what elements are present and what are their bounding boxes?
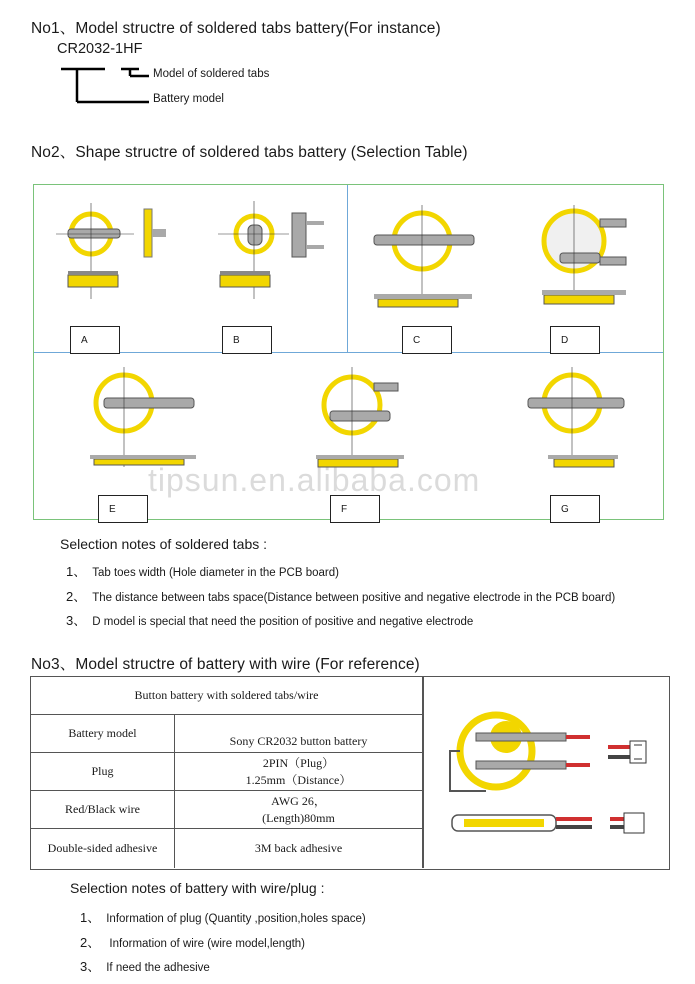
row-value-adhesive: 3M back adhesive: [175, 829, 423, 868]
model-label-b: B: [222, 326, 272, 354]
row-value-plug: 2PIN（Plug） 1.25mm（Distance）: [175, 753, 423, 791]
row-value-wire: AWG 26， (Length)80mm: [175, 791, 423, 829]
wire-notes-title: Selection notes of battery with wire/plug :: [70, 880, 325, 896]
label-battery-model: Battery model: [153, 93, 224, 105]
watermark-text: tipsun.en.alibaba.com: [148, 462, 481, 498]
wire-note-3: 3、 If need the adhesive: [80, 959, 210, 974]
tabs-notes-title: Selection notes of soldered tabs :: [60, 536, 268, 552]
model-breakdown-bracket: [55, 62, 155, 108]
model-g-drawing: [514, 363, 634, 473]
tabs-note-2: 2、 The distance between tabs space(Distance between positive and negative electrode in the PCB board): [66, 589, 616, 604]
divider-vertical: [347, 185, 348, 353]
row-label-plug: Plug: [31, 753, 175, 791]
section1-title: No1、Model structre of soldered tabs battery(For instance): [31, 20, 441, 37]
row-label-battery-model: Battery model: [31, 715, 175, 753]
row-value-battery-model: Sony CR2032 button battery: [175, 715, 423, 753]
model-label-f: F: [330, 495, 380, 523]
model-d-drawing: [524, 199, 654, 314]
wire-note-2: 2、 Information of wire (wire model,length): [80, 935, 306, 950]
model-label-d: D: [550, 326, 600, 354]
tabs-note-1: 1、 Tab toes width (Hole diameter in the PCB board): [66, 564, 339, 579]
model-c-drawing: [364, 199, 494, 314]
model-label-g: G: [550, 495, 600, 523]
tabs-note-3: 3、 D model is special that need the position of positive and negative electrode: [66, 613, 474, 628]
wire-table-header: Button battery with soldered tabs/wire: [31, 677, 423, 715]
model-e-drawing: [84, 363, 234, 473]
section2-title: No2、Shape structre of soldered tabs battery (Selection Table): [31, 144, 468, 161]
model-b-drawing: [204, 199, 344, 309]
wire-table-divider: [423, 677, 424, 868]
label-tabs-model: Model of soldered tabs: [153, 68, 270, 80]
model-a-drawing: [54, 199, 174, 309]
wire-battery-drawing: [436, 689, 666, 859]
row-label-adhesive: Double-sided adhesive: [31, 829, 175, 868]
wire-note-1: 1、 Information of plug (Quantity ,position,holes space): [80, 910, 366, 925]
wire-spec-table: [30, 676, 670, 870]
model-f-drawing: [304, 363, 424, 473]
model-label-a: A: [70, 326, 120, 354]
row-label-wire: Red/Black wire: [31, 791, 175, 829]
section3-title: No3、Model structre of battery with wire (For reference): [31, 656, 420, 673]
model-label-e: E: [98, 495, 148, 523]
example-model-code: CR2032-1HF: [57, 41, 143, 57]
model-label-c: C: [402, 326, 452, 354]
